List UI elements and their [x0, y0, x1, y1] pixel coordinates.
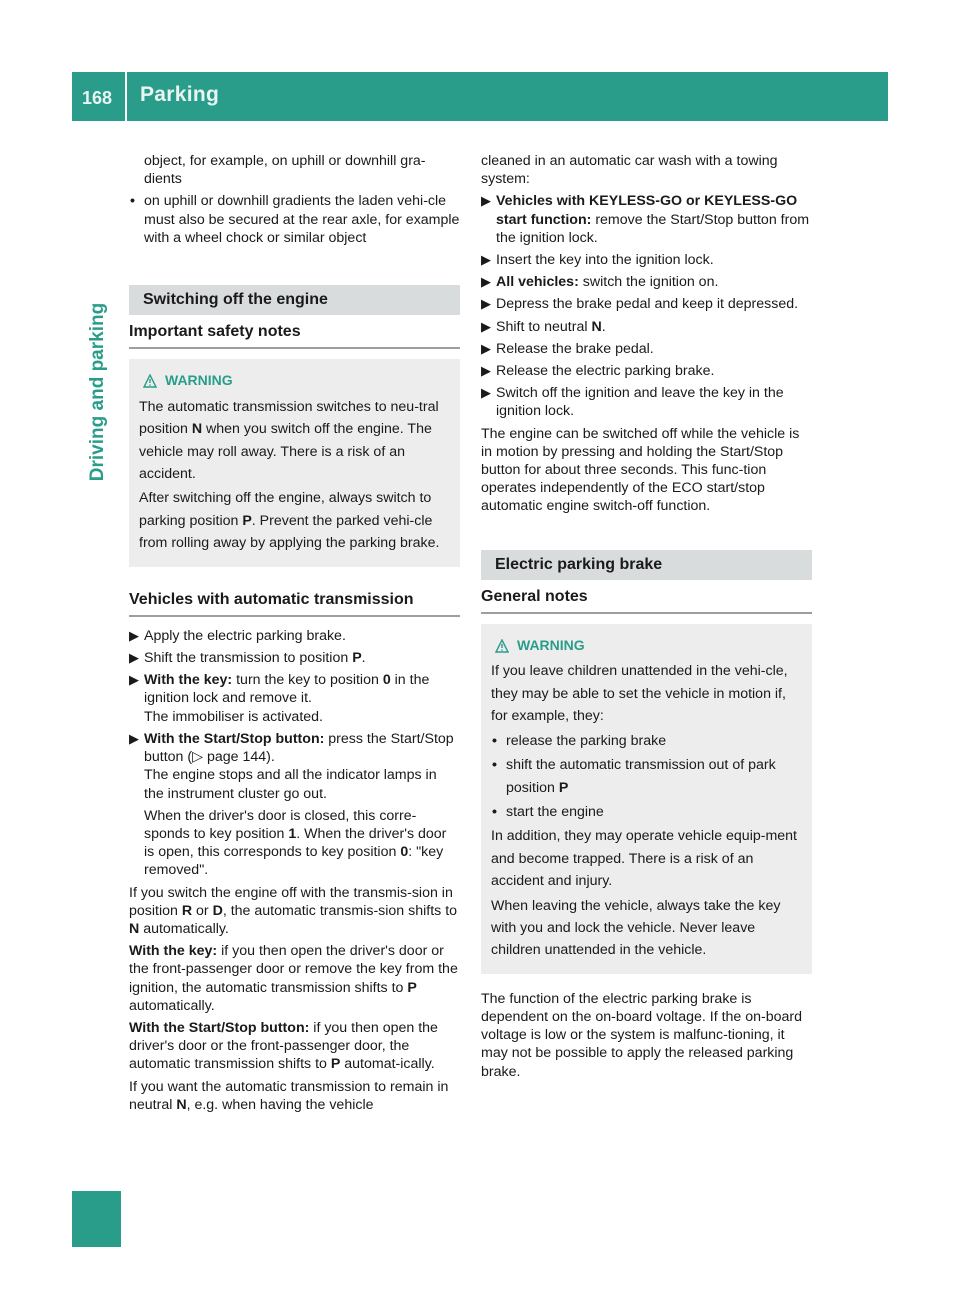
warning-bullet: • release the parking brake: [491, 730, 802, 752]
step: ▶︎ Shift to neutral N.: [481, 318, 606, 335]
warning-triangle-icon: [495, 639, 509, 653]
side-tab: [72, 121, 121, 1251]
step: ▶︎ Vehicles with KEYLESS-GO or KEYLESS-GO start function: remove the Start/Stop button from the ignition lock.: [481, 193, 810, 246]
paragraph: cleaned in an automatic car wash with a towing system:: [481, 153, 778, 188]
warning-triangle-icon: [143, 374, 157, 388]
chapter-label: Driving and parking: [86, 302, 108, 482]
subsection-heading: General notes: [481, 580, 812, 614]
step-arrow-icon: ▶︎: [129, 650, 139, 666]
section-heading: Electric parking brake: [481, 550, 812, 580]
step-arrow-icon: ▶︎: [129, 730, 139, 746]
step: ▶︎ Release the brake pedal.: [481, 340, 654, 357]
warning-text: After switching off the engine, always switch to parking position P. Prevent the parked vehi-cle from rolling away by applying the parking brake.: [139, 490, 440, 552]
step-arrow-icon: ▶︎: [481, 252, 491, 268]
step: ▶︎ With the Start/Stop button: press the Start/Stop button (▷ page 144). The engine stops and all the indicator lamps in the instrument cluster go out.: [129, 730, 454, 802]
step-arrow-icon: ▶︎: [481, 274, 491, 290]
step-arrow-icon: ▶︎: [481, 318, 491, 334]
warning-text: If you leave children unattended in the vehi-cle, they may be able to set the vehicle in motion if, for example, they:: [491, 663, 788, 725]
page-ref-icon: ▷: [192, 749, 204, 766]
step-arrow-icon: ▶︎: [129, 627, 139, 643]
header-divider: [125, 72, 127, 121]
paragraph: With the Start/Stop button: if you then open the driver's door or the front-passenger door, the automatic transmission shifts to P automat-ically.: [129, 1019, 438, 1073]
intro-bullet: • on uphill or downhill gradients the laden vehi-cle must also be secured at the rear axle, for example with a wheel chock or similar object: [129, 192, 460, 247]
step-arrow-icon: ▶︎: [481, 340, 491, 356]
warning-bullet: • shift the automatic transmission out of park position P: [491, 754, 802, 799]
page-number: 168: [82, 88, 113, 108]
step: ▶︎ All vehicles: switch the ignition on.: [481, 274, 719, 291]
chapter-marker: [72, 1191, 121, 1247]
step: ▶︎ Release the electric parking brake.: [481, 363, 715, 380]
warning-text: The automatic transmission switches to neu-tral position N when you switch off the engine. The vehicle may roll away. There is a risk of an accident.: [139, 398, 439, 483]
warning-text: In addition, they may operate vehicle equip-ment and become trapped. There is a risk of an accident and injury.: [491, 828, 798, 890]
step-arrow-icon: ▶︎: [129, 672, 139, 688]
paragraph: If you want the automatic transmission to remain in neutral N, e.g. when having the vehicle: [129, 1078, 449, 1113]
step-arrow-icon: ▶︎: [481, 363, 491, 379]
paragraph: With the key: if you then open the driver's door or the front-passenger door or remove the key from the ignition, the automatic transmission shifts to P automatically.: [129, 943, 458, 1014]
step-arrow-icon: ▶︎: [481, 193, 491, 209]
left-column: [129, 152, 460, 1118]
step: ▶︎ Insert the key into the ignition lock.: [481, 252, 714, 269]
paragraph: If you switch the engine off with the transmis-sion in position R or D, the automatic transmis-sion shifts to N automatically.: [129, 884, 458, 937]
page-title: Parking: [140, 83, 220, 106]
section-heading: Switching off the engine: [129, 285, 460, 315]
warning-header: WARNING: [139, 369, 450, 391]
step: ▶︎ Switch off the ignition and leave the key in the ignition lock.: [481, 385, 784, 420]
warning-header: WARNING: [491, 634, 802, 656]
step: ▶︎ Shift the transmission to position P.: [129, 650, 366, 667]
warning-box: [481, 624, 812, 974]
subsection-heading: Important safety notes: [129, 315, 460, 349]
subsection-heading: Vehicles with automatic transmission: [129, 583, 460, 617]
step-arrow-icon: ▶︎: [481, 385, 491, 401]
step-note: When the driver's door is closed, this corre-sponds to key position 1. When the driver's door is open, this corresponds to key position 0: "key removed".: [144, 807, 447, 879]
step: ▶︎ Depress the brake pedal and keep it depressed.: [481, 296, 799, 313]
right-column: [481, 152, 812, 1085]
paragraph: The engine can be switched off while the vehicle is in motion by pressing and holding the Start/Stop button for about three seconds. This func-tion operates independently of the ECO start/stop automatic engine switch-off function.: [481, 425, 800, 515]
step: ▶︎ With the key: turn the key to position 0 in the ignition lock and remove it. The immobiliser is activated.: [129, 672, 430, 725]
warning-text: When leaving the vehicle, always take the key with you and lock the vehicle. Never leave children unattended in the vehicle.: [491, 897, 781, 959]
intro-continuation: object, for example, on uphill or downhill gra-dients: [144, 153, 426, 188]
paragraph: The function of the electric parking brake is dependent on the on-board voltage. If the on-board voltage is low or the system is malfunc-tioning, it may not be possible to apply the released parking brake.: [481, 990, 803, 1080]
warning-bullet: • start the engine: [491, 801, 802, 823]
step: ▶︎ Apply the electric parking brake.: [129, 627, 346, 644]
step-arrow-icon: ▶︎: [481, 296, 491, 312]
warning-box: [129, 359, 460, 566]
